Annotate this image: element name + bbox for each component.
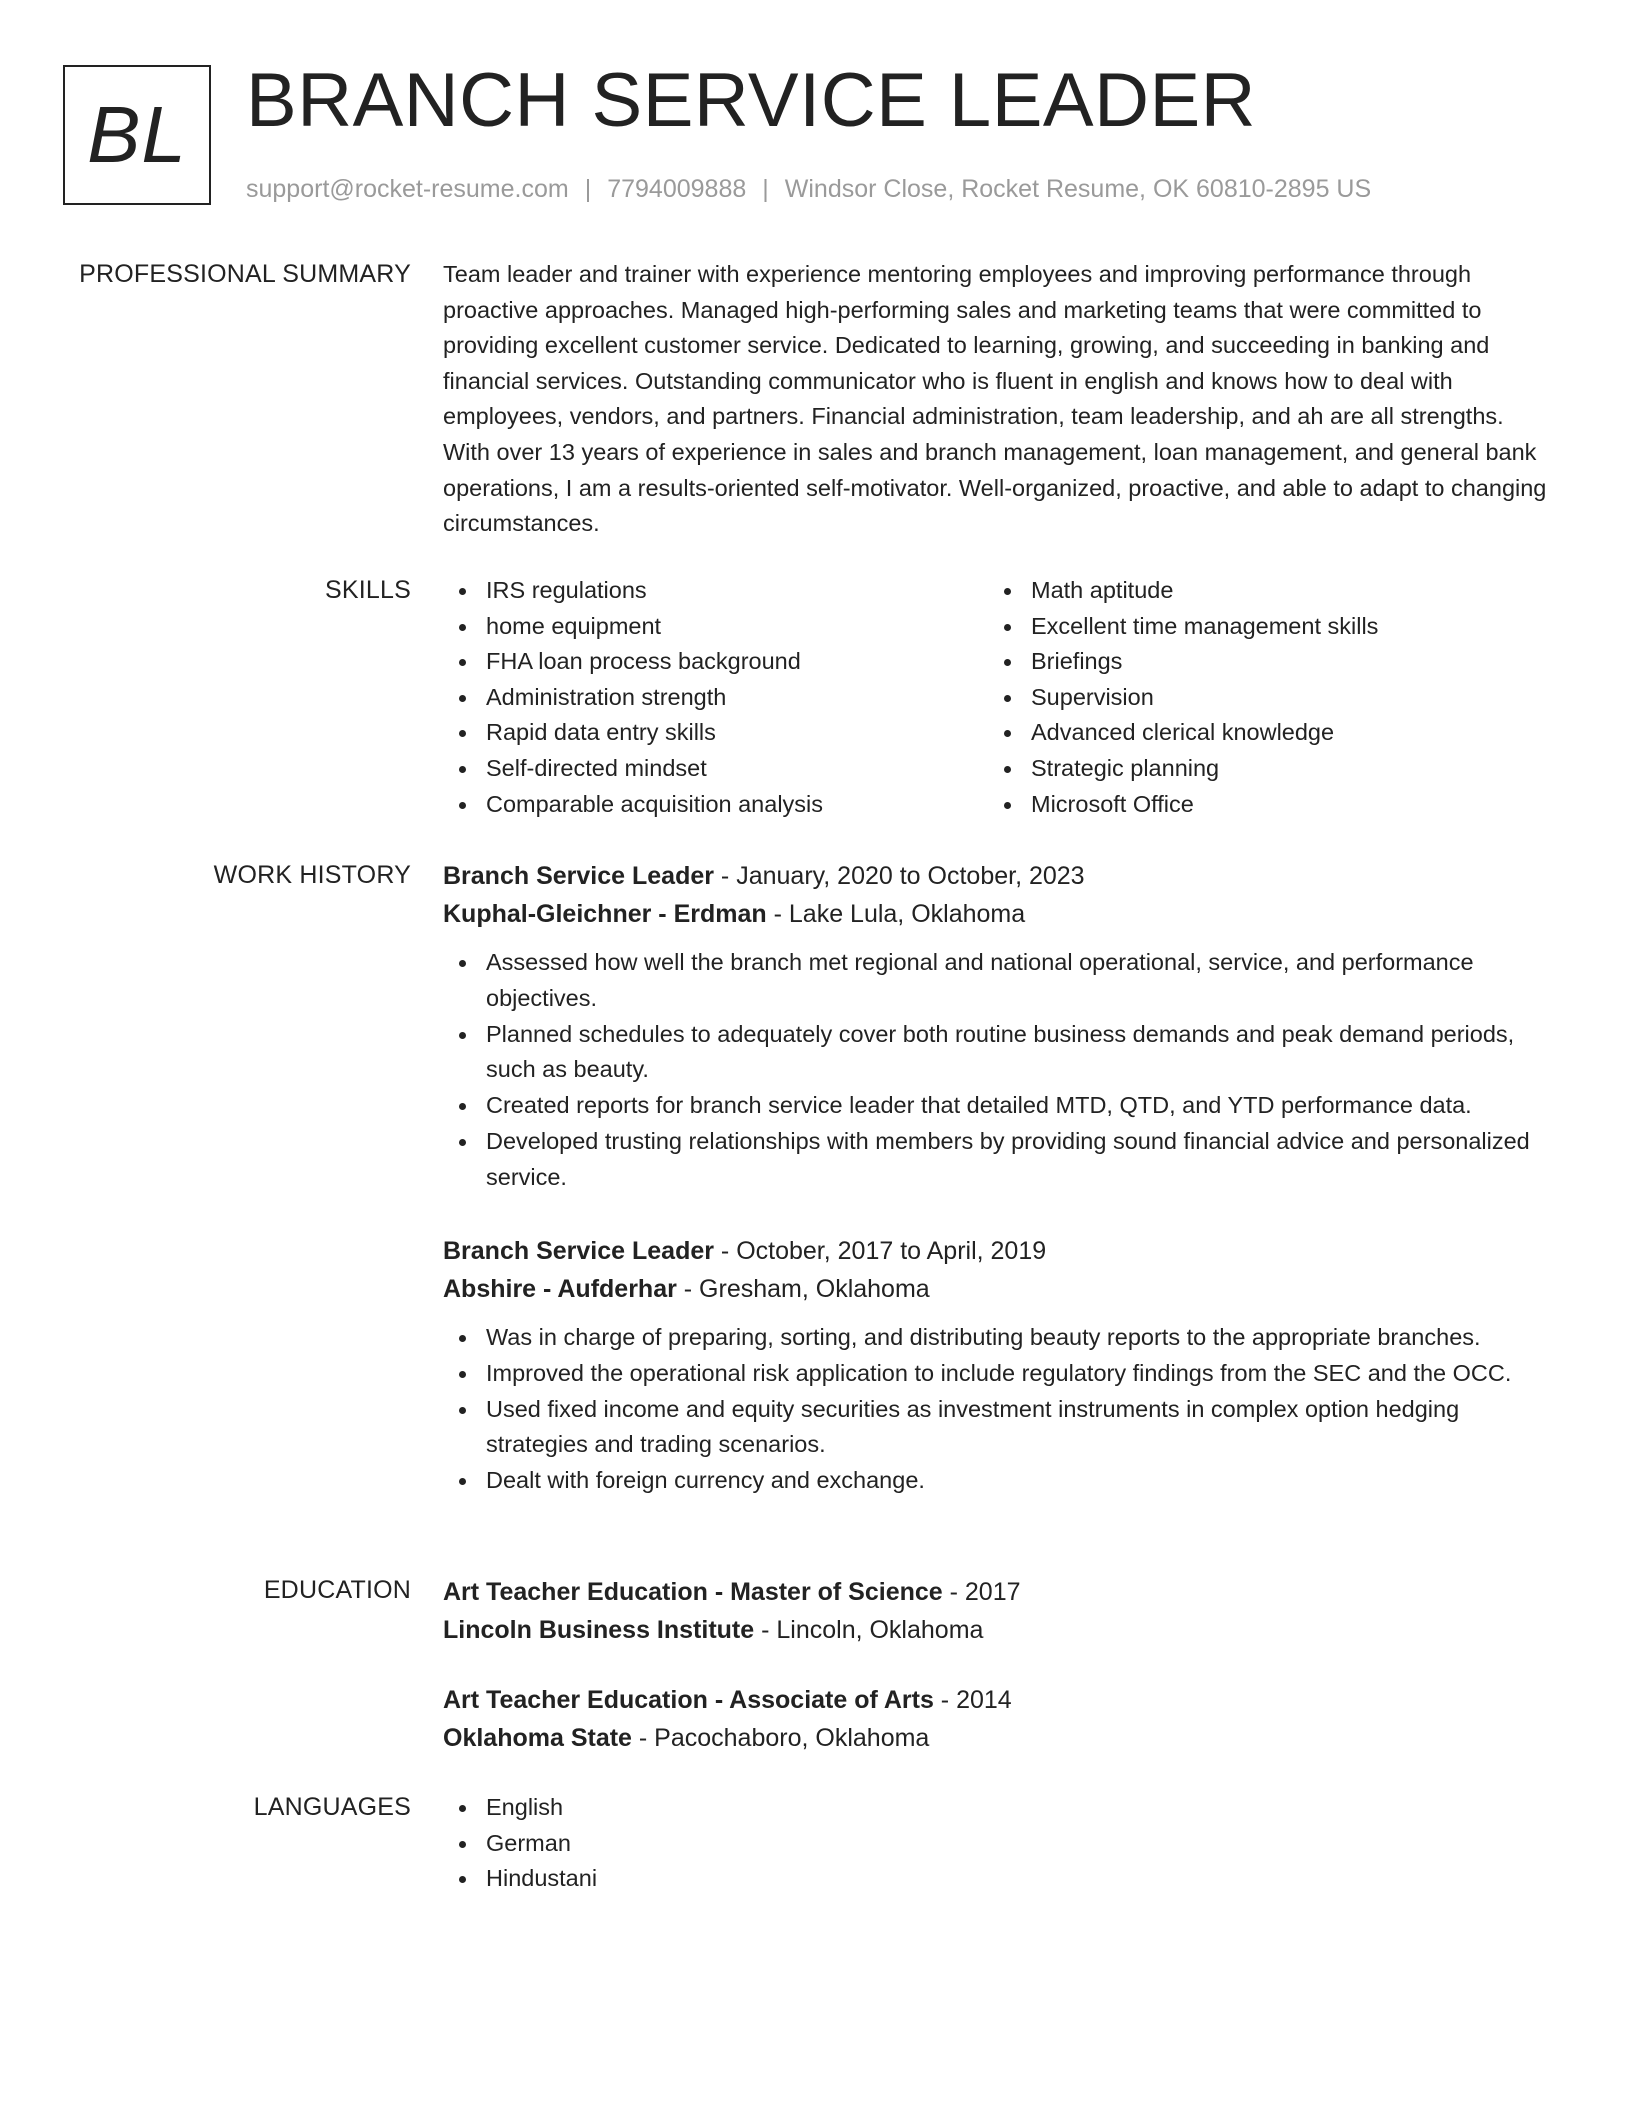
section-label-work-history: WORK HISTORY xyxy=(213,861,411,889)
education-school-line xyxy=(443,1611,1553,1649)
contact-separator: | xyxy=(762,175,769,203)
job-title-line xyxy=(443,857,1553,895)
job-location: - Lake Lula, Oklahoma xyxy=(766,900,1026,928)
list-item: Rapid data entry skills xyxy=(443,715,983,751)
list-item: Strategic planning xyxy=(988,751,1528,787)
contact-line xyxy=(246,172,1371,206)
list-item: Was in charge of preparing, sorting, and distributing beauty reports to the appropriate branches. xyxy=(443,1320,1553,1356)
list-item: Administration strength xyxy=(443,680,983,716)
list-item: Microsoft Office xyxy=(988,787,1528,823)
section-label-education: EDUCATION xyxy=(263,1576,411,1604)
list-item: Planned schedules to adequately cover both routine business demands and peak demand periods, such as beauty. xyxy=(443,1017,1553,1089)
skills-column-right xyxy=(988,573,1528,822)
list-item: Self-directed mindset xyxy=(443,751,983,787)
list-item: German xyxy=(443,1826,1553,1862)
job-dates: - January, 2020 to October, 2023 xyxy=(713,862,1085,890)
list-item: FHA loan process background xyxy=(443,644,983,680)
job-location: - Gresham, Oklahoma xyxy=(676,1275,930,1303)
job-company: Abshire - Aufderhar xyxy=(443,1275,677,1303)
list-item: Used fixed income and equity securities as investment instruments in complex option hedging strategies and trading scenarios. xyxy=(443,1392,1553,1464)
education-school: Oklahoma State xyxy=(443,1724,632,1752)
list-item: Improved the operational risk application to include regulatory findings from the SEC and the OCC. xyxy=(443,1356,1553,1392)
list-item: Briefings xyxy=(988,644,1528,680)
education-school: Lincoln Business Institute xyxy=(443,1616,755,1644)
education-entry xyxy=(443,1681,1553,1757)
list-item: Excellent time management skills xyxy=(988,609,1528,645)
education-year: - 2014 xyxy=(933,1686,1012,1714)
section-label-skills: SKILLS xyxy=(325,576,411,604)
education-degree: Art Teacher Education - Master of Science xyxy=(443,1578,943,1606)
resume-name: BRANCH SERVICE LEADER xyxy=(246,58,1257,143)
summary-text: Team leader and trainer with experience mentoring employees and improving performance through proactive approaches. Managed high-performing sales and marketing teams that were committed to providing excellent customer service. Dedicated to learning, growing, and succeeding in banking and financial services. Outstanding communicator who is fluent in english and knows how to deal with employees, vendors, and partners. Financial administration, team leadership, and ah are all strengths. With over 13 years of experience in sales and branch management, loan management, and general bank operations, I am a results-oriented self-motivator. Well-organized, proactive, and able to adapt to changing circumstances. xyxy=(443,261,1547,537)
list-item: Developed trusting relationships with members by providing sound financial advice and personalized service. xyxy=(443,1124,1553,1196)
list-item: Math aptitude xyxy=(988,573,1528,609)
languages-body xyxy=(443,1790,1553,1897)
skills-body xyxy=(443,573,1553,823)
education-entry xyxy=(443,1573,1553,1649)
contact-phone[interactable]: 7794009888 xyxy=(607,175,747,203)
job-company: Kuphal-Gleichner - Erdman xyxy=(443,900,767,928)
section-label-languages: LANGUAGES xyxy=(253,1793,411,1821)
job-dates: - October, 2017 to April, 2019 xyxy=(713,1237,1047,1265)
job-company-line xyxy=(443,1270,1553,1308)
list-item: Supervision xyxy=(988,680,1528,716)
education-location: - Pacochaboro, Oklahoma xyxy=(631,1724,930,1752)
job-title: Branch Service Leader xyxy=(443,1237,714,1265)
contact-separator: | xyxy=(584,175,592,203)
education-degree-line xyxy=(443,1681,1553,1719)
job-entry xyxy=(443,1232,1553,1499)
education-year: - 2017 xyxy=(942,1578,1021,1606)
job-title-line xyxy=(443,1232,1553,1270)
list-item: Created reports for branch service leader that detailed MTD, QTD, and YTD performance data. xyxy=(443,1088,1553,1124)
list-item: Advanced clerical knowledge xyxy=(988,715,1528,751)
list-item: Dealt with foreign currency and exchange. xyxy=(443,1463,1553,1499)
education-location: - Lincoln, Oklahoma xyxy=(754,1616,984,1644)
list-item: home equipment xyxy=(443,609,983,645)
education-degree: Art Teacher Education - Associate of Arts xyxy=(443,1686,934,1714)
education-school-line xyxy=(443,1719,1553,1757)
list-item: English xyxy=(443,1790,1553,1826)
list-item: Comparable acquisition analysis xyxy=(443,787,983,823)
job-bullets xyxy=(443,945,1553,1196)
education-degree-line xyxy=(443,1573,1553,1611)
list-item: Assessed how well the branch met regional and national operational, service, and performance objectives. xyxy=(443,945,1553,1017)
contact-address: Windsor Close, Rocket Resume, OK 60810-2895 US xyxy=(784,175,1372,203)
job-company-line xyxy=(443,895,1553,933)
job-bullets xyxy=(443,1320,1553,1499)
list-item: IRS regulations xyxy=(443,573,983,609)
skills-column-left xyxy=(443,573,983,822)
contact-email[interactable]: support@rocket-resume.com xyxy=(246,175,569,203)
list-item: Hindustani xyxy=(443,1861,1553,1897)
monogram-logo: BL xyxy=(63,65,211,205)
job-entry xyxy=(443,857,1553,1196)
summary-body xyxy=(443,257,1553,542)
job-title: Branch Service Leader xyxy=(443,862,714,890)
section-label-summary: PROFESSIONAL SUMMARY xyxy=(79,260,411,288)
